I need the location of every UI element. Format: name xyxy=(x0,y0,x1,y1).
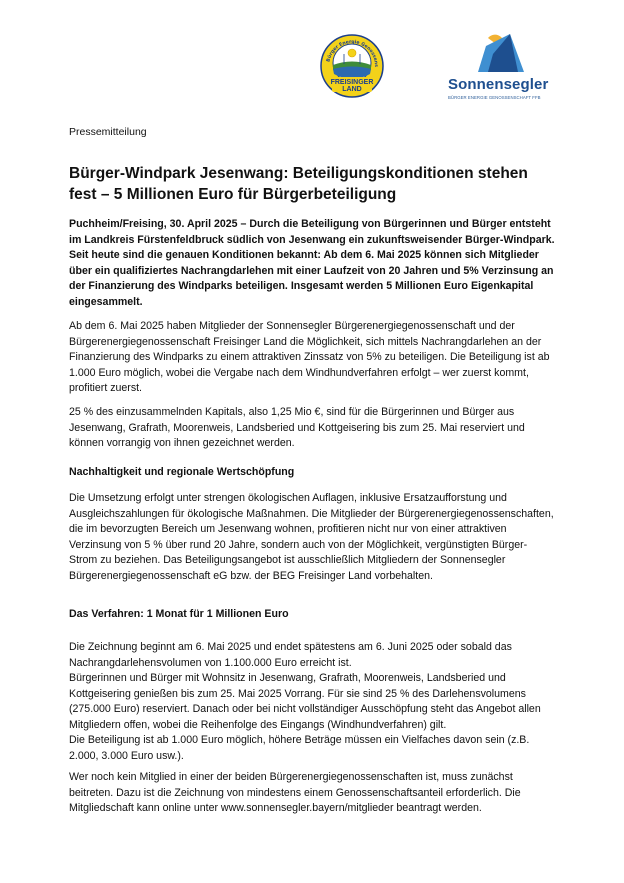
paragraph-reservierung: 25 % des einzusammelnden Kapitals, also 1,25 Mio €, sind für die Bürgerinnen und Bürger aus Jesenwang, Grafrath, Moorenweis, Landsberied und Kottgeisering bis zum 25. Mai reserviert und können vorrangig von ihnen gezeichnet werden. xyxy=(69,406,525,449)
document-kind: Pressemitteilung xyxy=(69,126,147,138)
paragraph-beteiligung: Ab dem 6. Mai 2025 haben Mitglieder der Sonnensegler Bürgerenergiegenossenschaft und der Bürgerenergiegenossenschaft Freisinger Land die Möglichkeit, sich mittels Nachrangdarlehen an der Finanzierung des Windparks zu einem attraktiven Zinssatz von 5% zu beteiligen. Die Beteiligung ist ab 1.000 Euro möglich, wobei die Vergabe nach dem Windhundverfahren erfolgt – wer zuerst kommt, profitiert zuerst. xyxy=(69,320,550,394)
sonnensegler-tagline: BÜRGER ENERGIE GENOSSENSCHAFT FFB xyxy=(448,95,541,100)
sonnensegler-wordmark: Sonnensegler xyxy=(448,76,549,93)
paragraph-betrag: Die Beteiligung ist ab 1.000 Euro möglich, höhere Beträge müssen ein Vielfaches davon sein (z.B. 2.000, 3.000 Euro usw.). xyxy=(69,734,530,762)
heading-verfahren: Das Verfahren: 1 Monat für 1 Millionen Euro xyxy=(69,608,289,620)
page-title: Bürger-Windpark Jesenwang: Beteiligungskonditionen stehen fest – 5 Millionen Euro für Bürgerbeteiligung xyxy=(69,165,528,203)
paragraph-mitgliedschaft: Wer noch kein Mitglied in einer der beiden Bürgerenergiegenossenschaften ist, muss zunächst beitreten. Dazu ist die Zeichnung von mindestens einem Genossenschaftsanteil erforderlich. Die Mitgliedschaft kann online unter www.sonnensegler.bayern/mitglieder beantragt werden. xyxy=(69,771,521,814)
sonnensegler-logo xyxy=(448,32,558,106)
beg-logo-arc-text: Bürger Energie Genossens xyxy=(326,39,379,68)
lead-paragraph: Puchheim/Freising, 30. April 2025 – Durch die Beteiligung von Bürgerinnen und Bürger entsteht im Landkreis Fürstenfeldbruck südlich von Jesenwang ein zukunftsweisender Bürger-Windpark. Seit heute sind die genauen Konditionen bekannt: Ab dem 6. Mai 2025 können sich Mitglieder über ein qualifiziertes Nachrangdarlehen mit einer Laufzeit von 20 Jahren und 5% Verzinsung an der Finanzierung des Windparks beteiligen. Insgesamt werden 5 Millionen Euro Eigenkapital eingesammelt. xyxy=(69,218,555,308)
beg-logo-name-2: LAND xyxy=(342,86,362,93)
heading-nachhaltigkeit: Nachhaltigkeit und regionale Wertschöpfung xyxy=(69,466,295,478)
sail-icon xyxy=(448,32,558,76)
paragraph-nachhaltigkeit: Die Umsetzung erfolgt unter strengen ökologischen Auflagen, inklusive Ersatzaufforstung und Ausgleichszahlungen für ökologische Maßnahmen. Die Mitglieder der Bürgerenergiegenossenschaften, die im bevorzugten Bereich um Jesenwang wohnen, profitieren nicht nur von einer attraktiven Verzinsung von 5 % über rund 20 Jahre, sondern auch von der Möglichkeit, vergünstigten Bürger-Strom zu beziehen. Das Beteiligungsangebot ist ausschließlich Mitgliedern der Sonnensegler Bürgerenergiegenossenschaft eG bzw. der BEG Freisinger Land vorbehalten. xyxy=(69,492,554,582)
paragraph-vorrang: Bürgerinnen und Bürger mit Wohnsitz in Jesenwang, Grafrath, Moorenweis, Landsberied und Kottgeisering genießen bis zum 25. Mai 2025 Vorrang. Für sie sind 25 % des Darlehensvolumens (275.000 Euro) reserviert. Danach oder bei nicht vollständiger Ausschöpfung steht das Angebot allen Mitgliedern offen, wobei die Reihenfolge des Eingangs (Windhundverfahren) gilt. xyxy=(69,672,541,731)
beg-logo-name-1: FREISINGER xyxy=(330,79,374,86)
paragraph-zeichnung: Die Zeichnung beginnt am 6. Mai 2025 und endet spätestens am 6. Juni 2025 oder sobald das Nachrangdarlehensvolumen von 1.100.000 Euro erreicht ist. xyxy=(69,641,512,669)
beg-freisinger-land-logo xyxy=(320,34,384,98)
